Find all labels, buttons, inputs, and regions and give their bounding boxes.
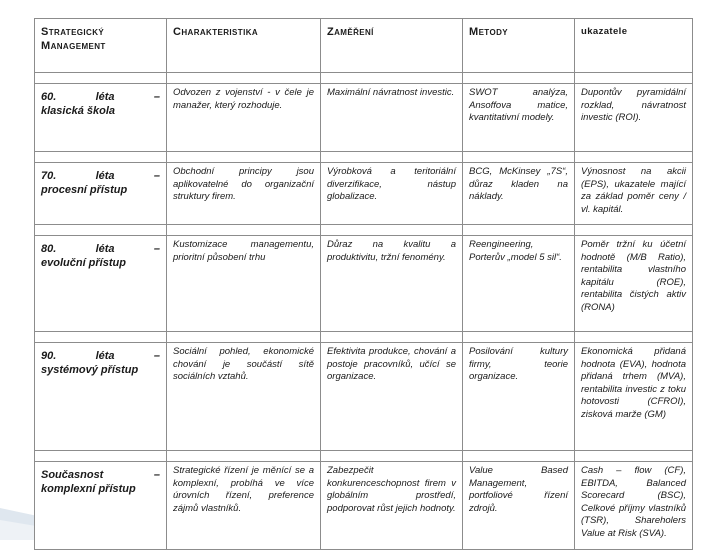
era-cell: [35, 236, 167, 332]
era-approach: klasická škola: [41, 104, 116, 117]
header-focus: Zaměření: [321, 19, 463, 73]
characteristics-cell: Sociální pohled, ekonomické chování je součástí sítě sociálních vztahů.: [167, 343, 321, 451]
focus-cell: Efektivita produkce, chování a postoje pracovníků, učící se organizace.: [321, 343, 463, 451]
header-strategic-management: Strategický Management: [35, 19, 167, 73]
era-approach: komplexní přístup: [41, 482, 136, 495]
characteristics-cell: Kustomizace managementu, prioritní působení trhu: [167, 236, 321, 332]
methods-cell: BCG, McKinsey „7S“, důraz kladen na náklady.: [463, 163, 575, 225]
characteristics-cell: Odvozen z vojenství - v čele je manažer, který rozhoduje.: [167, 84, 321, 152]
spacer-row: [35, 225, 693, 236]
spacer-row: [35, 332, 693, 343]
focus-cell: Maximální návratnost investic.: [321, 84, 463, 152]
header-methods: Metody: [463, 19, 575, 73]
header-indicators: ukazatele: [575, 19, 693, 73]
table-row: [35, 236, 693, 332]
management-table-container: [34, 18, 692, 539]
indicators-cell: Poměr tržní ku účetní hodnotě (M/B Ratio), rentabilita vlastního kapitálu (ROE), rentabilita čistých aktiv (RONA): [575, 236, 693, 332]
era-suffix: léta: [95, 91, 115, 103]
indicators-cell: Cash – flow (CF), EBITDA, Balanced Scorecard (BSC), Celkové příjmy vlastníků (TSR), Shareholers Value at Risk (SVA).: [575, 462, 693, 550]
era-suffix: léta: [95, 243, 115, 255]
era-cell: [35, 343, 167, 451]
methods-cell: Value Based Management, portfoliové řízení zdrojů.: [463, 462, 575, 550]
methods-cell: Posilování kultury firmy, teorie organizace.: [463, 343, 575, 451]
spacer-row: [35, 152, 693, 163]
era-dash: –: [153, 91, 160, 103]
era-suffix: léta: [95, 350, 115, 362]
era-label: 90.: [41, 350, 57, 362]
era-dash: –: [153, 170, 160, 182]
indicators-cell: Ekonomická přidaná hodnota (EVA), hodnota přidaná trhem (MVA), rentabilita investic z toku hotovosti (CFROI), zisková marže (GM): [575, 343, 693, 451]
era-cell: [35, 462, 167, 550]
table-row: [35, 84, 693, 152]
table-row: [35, 343, 693, 451]
era-dash: –: [153, 469, 160, 481]
characteristics-cell: Strategické řízení je měnící se a komplexní, probíhá ve více úrovních řízení, preference zájmů vlastníků.: [167, 462, 321, 550]
focus-cell: Zabezpečit konkurenceschopnost firem v globálním prostředí, podporovat růst jejich hodnoty.: [321, 462, 463, 550]
era-label: 60.: [41, 91, 57, 103]
header-row: [35, 19, 693, 73]
era-dash: –: [153, 350, 160, 362]
focus-cell: Důraz na kvalitu a produktivitu, tržní fenomény.: [321, 236, 463, 332]
era-label: 70.: [41, 170, 57, 182]
era-approach: evoluční přístup: [41, 256, 126, 269]
era-dash: –: [153, 243, 160, 255]
strategic-management-table: [34, 18, 693, 550]
methods-cell: Reengineering, Porterův „model 5 sil“.: [463, 236, 575, 332]
methods-cell: SWOT analýza, Ansoffova matice, kvantitativní modely.: [463, 84, 575, 152]
characteristics-cell: Obchodní principy jsou aplikovatelné do organizační struktury firem.: [167, 163, 321, 225]
era-approach: systémový přístup: [41, 363, 139, 376]
era-cell: [35, 163, 167, 225]
era-label: 80.: [41, 243, 57, 255]
spacer-row: [35, 451, 693, 462]
spacer-row: [35, 73, 693, 84]
indicators-cell: Dupontův pyramidální rozklad, návratnost investic (ROI).: [575, 84, 693, 152]
era-label: Současnost: [41, 469, 104, 481]
era-cell: [35, 84, 167, 152]
table-row: [35, 163, 693, 225]
focus-cell: Výrobková a teritoriální diverzifikace, nástup globalizace.: [321, 163, 463, 225]
era-suffix: léta: [95, 170, 115, 182]
header-characteristics: Charakteristika: [167, 19, 321, 73]
era-approach: procesní přístup: [41, 183, 128, 196]
indicators-cell: Výnosnost na akcii (EPS), ukazatele mající za základ poměr ceny / vl. kapitál.: [575, 163, 693, 225]
table-row: [35, 462, 693, 550]
